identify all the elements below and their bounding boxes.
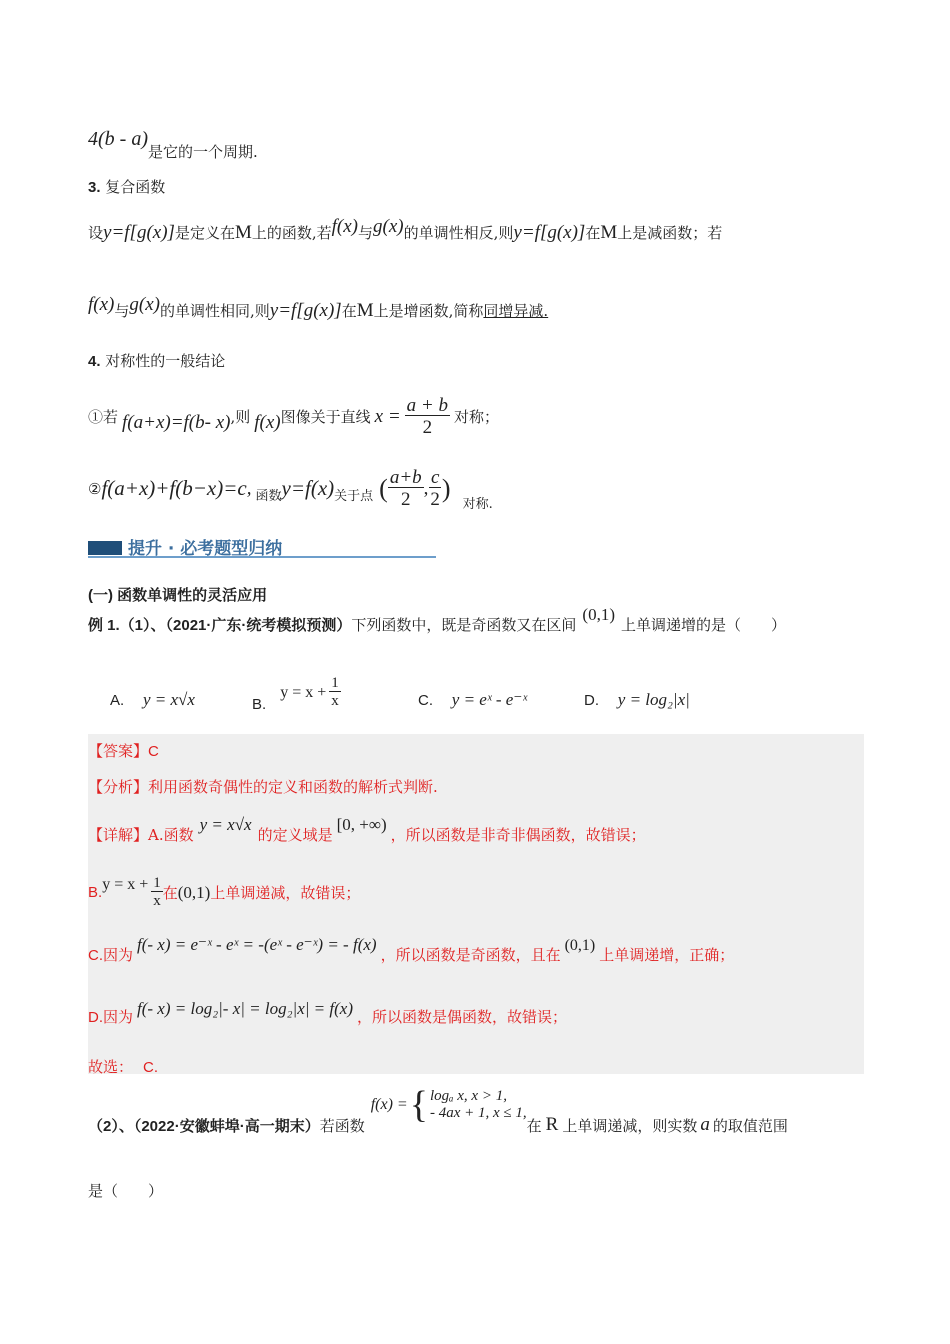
text: 在 — [341, 302, 357, 320]
text: A.函数 — [148, 826, 194, 844]
text: ，所以函数是偶函数，故错误； — [357, 1008, 568, 1026]
answer-label: 【答案】 — [88, 742, 149, 760]
option-expr: y = log₂|x| — [617, 690, 690, 709]
text: 设 — [88, 224, 104, 242]
option-letter: A. — [110, 692, 125, 709]
analysis-text: 利用函数奇偶性的定义和函数的解析式判断. — [148, 778, 438, 796]
section-title: 对称性的一般结论 — [105, 352, 226, 370]
math-expr: f(a+x)=f(b- x) — [122, 411, 231, 433]
text: 的定义域是 — [257, 826, 333, 844]
text: 的单调性相反,则 — [403, 224, 514, 242]
text: , — [246, 477, 252, 499]
option-expr: y = eˣ - e⁻ˣ — [451, 690, 528, 709]
text: 图像关于直线 — [280, 408, 371, 426]
denominator: x — [331, 693, 339, 709]
fraction — [151, 876, 163, 909]
option-expr: y = x + — [280, 683, 327, 701]
math-var: M — [234, 222, 252, 243]
text: 函数 — [255, 489, 282, 504]
math-expr: (0,1) — [582, 605, 615, 624]
text: 的单调性相同,则 — [159, 302, 270, 320]
answer-value: C — [148, 743, 159, 760]
answer-value: C. — [143, 1059, 159, 1076]
math-expr: y = x + — [102, 875, 149, 893]
math-expr: y=f[g(x)] — [269, 300, 342, 321]
text: 与 — [358, 224, 374, 242]
denominator: 2 — [422, 417, 433, 438]
example-label: （2）、（2022·安徽蚌埠·高一期末） — [88, 1117, 320, 1135]
text: 上是增函数,简称 — [373, 302, 484, 320]
section-banner — [88, 534, 436, 558]
composite-para-2 — [88, 294, 549, 322]
denominator: 2 — [430, 489, 440, 510]
fraction — [388, 468, 424, 509]
text: 上单调递增，正确； — [599, 946, 735, 964]
section-4-heading — [88, 350, 225, 371]
text: 在 — [585, 224, 601, 242]
fraction — [405, 396, 450, 437]
fraction — [329, 676, 341, 709]
math-var: a — [700, 1114, 710, 1135]
option-c[interactable] — [418, 690, 527, 710]
math-expr: y=f[g(x)] — [513, 222, 586, 243]
subsection-title: (一) 函数单调性的灵活应用 — [88, 587, 268, 604]
piecewise-cases — [430, 1088, 527, 1122]
math-var: M — [356, 300, 374, 321]
example-1-part-2 — [88, 1084, 788, 1135]
analysis-line — [88, 776, 438, 797]
composite-para-1 — [88, 216, 723, 244]
text: B. — [88, 884, 103, 901]
math-expr: (0,1) — [564, 937, 596, 954]
detail-d — [88, 999, 568, 1027]
math-expr: (0,1) — [177, 882, 211, 902]
text: 故选： — [88, 1058, 134, 1076]
text: ①若 — [88, 408, 119, 426]
text: 关于点 — [334, 489, 374, 504]
detail-c — [88, 935, 735, 965]
numerator: a+b — [389, 467, 422, 488]
math-var: M — [600, 222, 618, 243]
section-title: 复合函数 — [105, 178, 166, 196]
text: 对称； — [453, 408, 499, 426]
section-3-heading — [88, 176, 165, 197]
example-label: 例 1.（1）、（2021·广东·统考模拟预测） — [88, 617, 352, 634]
math-expr: g(x) — [373, 216, 404, 237]
conclusion — [88, 1056, 158, 1077]
math-expr: x = — [374, 405, 401, 427]
period-expr: 4(b - a) — [88, 128, 148, 150]
text: 上是减函数；若 — [617, 224, 723, 242]
math-expr: f(x) — [254, 411, 281, 433]
period-line — [88, 128, 258, 161]
option-expr: y = x√x — [142, 690, 195, 709]
math-expr: f(x) = — [370, 1096, 408, 1113]
text: 上单调递减，则实数 — [562, 1116, 698, 1135]
numerator: c — [430, 467, 440, 488]
math-expr: y=f(x) — [281, 476, 335, 500]
option-letter: B. — [252, 696, 267, 713]
detail-label: 【详解】 — [88, 826, 149, 844]
numerator: 1 — [153, 875, 161, 891]
text: C.因为 — [88, 947, 134, 964]
text: 是定义在 — [174, 224, 235, 242]
paren-right: ) — [441, 473, 451, 503]
text: 上单调递减，故错误； — [210, 884, 361, 902]
text: 在 — [526, 1116, 542, 1135]
symmetry-rule-2: ② f(a+x)+f(b−x)=c , 函数 y=f(x) 关于点 ( $\frac{a+b}{2}$ , $\frac{c}{2}$ ) 对称. — [88, 467, 493, 512]
answer-line — [88, 740, 159, 761]
question-tail: 是（ ） — [88, 1182, 164, 1200]
text: ② — [88, 479, 102, 498]
case-1: logₐ x, x > 1, — [429, 1088, 507, 1104]
detail-b — [88, 876, 360, 909]
math-expr: f(x) — [331, 216, 359, 237]
analysis-label: 【分析】 — [88, 778, 149, 796]
text: 上的函数,若 — [251, 224, 332, 242]
text: 下列函数中，既是奇函数又在区间 — [351, 616, 577, 634]
text: 与 — [114, 302, 130, 320]
text: 对称. — [462, 497, 493, 512]
section-number: 4. — [88, 353, 101, 370]
denominator: x — [153, 893, 161, 909]
option-b[interactable] — [252, 675, 341, 713]
math-expr: [0, +∞) — [336, 815, 387, 834]
paren-left: ( — [379, 473, 388, 503]
section-number: 3. — [88, 179, 101, 196]
text: ，所以函数是非奇非偶函数，故错误； — [390, 826, 646, 844]
option-a[interactable] — [110, 690, 195, 710]
fraction — [428, 468, 442, 509]
math-expr: f(a+x)+f(b−x)=c — [101, 476, 247, 500]
math-var: R — [545, 1114, 559, 1135]
example-1-question — [88, 605, 786, 635]
math-expr: f(- x) = e⁻ˣ - eˣ = -(eˣ - e⁻ˣ) = - f(x) — [137, 935, 377, 954]
math-expr: f(- x) = log₂|- x| = log₂|x| = f(x) — [137, 999, 353, 1018]
text: 的取值范围 — [712, 1116, 788, 1135]
detail-a — [88, 815, 646, 845]
math-expr: y = x√x — [199, 815, 252, 834]
banner-bar — [88, 541, 122, 555]
math-expr: y=f[g(x)] — [103, 222, 175, 243]
option-d[interactable] — [584, 690, 690, 710]
text: D.因为 — [88, 1009, 134, 1026]
text: ,则 — [230, 408, 251, 426]
text: 在 — [162, 884, 178, 902]
numerator: 1 — [331, 675, 339, 691]
math-expr: g(x) — [129, 294, 160, 315]
period-text: 是它的一个周期. — [147, 143, 258, 161]
brace: { — [409, 1084, 428, 1126]
case-2: - 4ax + 1, x ≤ 1, — [429, 1105, 527, 1121]
math-expr: f(x) — [88, 294, 115, 315]
text: 若函数 — [319, 1116, 365, 1135]
rule-text: 同增异减. — [483, 302, 549, 320]
text: ，所以函数是奇函数，且在 — [380, 946, 561, 964]
option-letter: C. — [418, 692, 433, 709]
text: 上单调递增的是（ ） — [620, 616, 786, 634]
denominator: 2 — [401, 489, 411, 510]
option-letter: D. — [584, 692, 599, 709]
banner-title: 提升 · 必考题型归纳 — [128, 539, 283, 559]
symmetry-rule-1 — [88, 396, 499, 437]
numerator: a + b — [406, 395, 448, 416]
